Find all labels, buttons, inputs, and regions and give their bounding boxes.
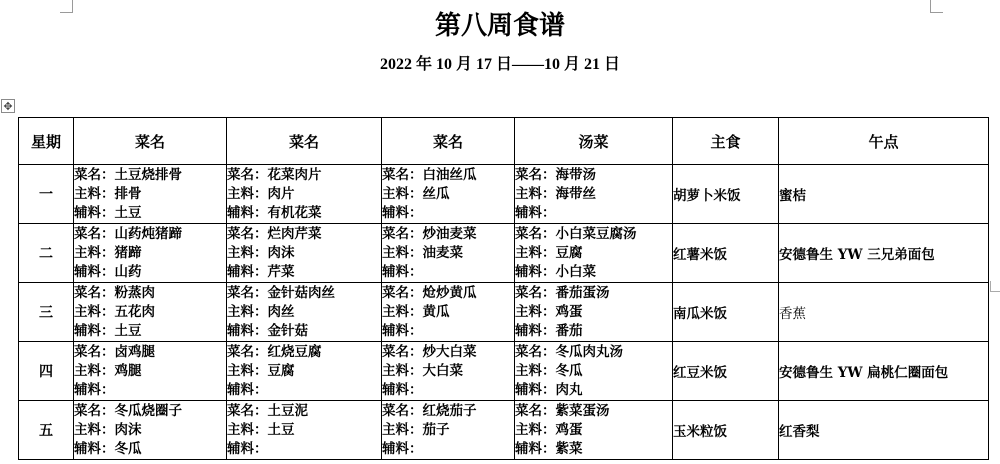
table-row: [19, 283, 989, 342]
dish-aux-ingredient: 辅料：: [382, 263, 423, 280]
dish-name: 菜名：炒大白菜: [382, 343, 477, 360]
soup-cell: [515, 165, 673, 224]
weekday-cell: 二: [19, 224, 74, 283]
dish-name: 菜名：金针菇肉丝: [227, 284, 335, 301]
snack-cell: 安德鲁生 YW 三兄弟面包: [779, 224, 989, 283]
dish-main-ingredient: 主料：鸡腿: [74, 362, 142, 379]
dish-main-ingredient: 主料：猪蹄: [74, 244, 142, 261]
dish-cell: [227, 342, 382, 401]
dish-main-ingredient: 主料：大白菜: [382, 362, 463, 379]
header-snack: 午点: [779, 118, 989, 165]
header-dish-1: 菜名: [74, 118, 227, 165]
dish-aux-ingredient: 辅料：: [74, 381, 115, 398]
weekday-cell: 三: [19, 283, 74, 342]
dish-name: 菜名：红烧豆腐: [227, 343, 322, 360]
dish-aux-ingredient: 辅料：番茄: [515, 322, 583, 339]
dish-name: 菜名：红烧茄子: [382, 402, 477, 419]
dish-name: 菜名：海带汤: [515, 166, 596, 183]
weekday-cell: 五: [19, 401, 74, 460]
soup-cell: [515, 283, 673, 342]
dish-name: 菜名：炒油麦菜: [382, 225, 477, 242]
weekday-cell: 四: [19, 342, 74, 401]
dish-aux-ingredient: 辅料：冬瓜: [74, 440, 142, 457]
dish-cell: [227, 165, 382, 224]
dish-main-ingredient: 主料：肉丝: [227, 303, 295, 320]
staple-cell: 玉米粒饭: [673, 401, 779, 460]
dish-aux-ingredient: 辅料：: [515, 204, 556, 221]
dish-aux-ingredient: 辅料：芹菜: [227, 263, 295, 280]
dish-name: 菜名：卤鸡腿: [74, 343, 155, 360]
dish-main-ingredient: 主料：冬瓜: [515, 362, 583, 379]
dish-main-ingredient: 主料：肉沫: [227, 244, 295, 261]
margin-mark: [990, 281, 1000, 292]
header-soup: 汤菜: [515, 118, 673, 165]
staple-cell: 红薯米饭: [673, 224, 779, 283]
dish-cell: [227, 224, 382, 283]
dish-name: 菜名：花菜肉片: [227, 166, 322, 183]
dish-cell: [74, 224, 227, 283]
dish-aux-ingredient: 辅料：小白菜: [515, 263, 596, 280]
snack-cell: 蜜桔: [779, 165, 989, 224]
dish-main-ingredient: 主料：油麦菜: [382, 244, 463, 261]
dish-main-ingredient: 主料：海带丝: [515, 185, 596, 202]
dish-name: 菜名：冬瓜烧圈子: [74, 402, 182, 419]
header-staple: 主食: [673, 118, 779, 165]
dish-main-ingredient: 主料：肉片: [227, 185, 295, 202]
dish-aux-ingredient: 辅料：肉丸: [515, 381, 583, 398]
dish-main-ingredient: 主料：鸡蛋: [515, 303, 583, 320]
dish-main-ingredient: 主料：五花肉: [74, 303, 155, 320]
dish-name: 菜名：山药炖猪蹄: [74, 225, 182, 242]
dish-cell: [382, 224, 515, 283]
dish-main-ingredient: 主料：鸡蛋: [515, 421, 583, 438]
dish-main-ingredient: 主料：排骨: [74, 185, 142, 202]
dish-name: 菜名：粉蒸肉: [74, 284, 155, 301]
dish-cell: [74, 342, 227, 401]
dish-name: 菜名：冬瓜肉丸汤: [515, 343, 623, 360]
header-dish-3: 菜名: [382, 118, 515, 165]
dish-aux-ingredient: 辅料：: [382, 322, 423, 339]
dish-name: 菜名：炝炒黄瓜: [382, 284, 477, 301]
staple-cell: 胡萝卜米饭: [673, 165, 779, 224]
dish-main-ingredient: 主料：肉沫: [74, 421, 142, 438]
snack-cell: 香蕉: [779, 283, 989, 342]
weekday-cell: 一: [19, 165, 74, 224]
dish-aux-ingredient: 辅料：土豆: [74, 204, 142, 221]
dish-aux-ingredient: 辅料：有机花菜: [227, 204, 322, 221]
dish-name: 菜名：小白菜豆腐汤: [515, 225, 637, 242]
soup-cell: [515, 342, 673, 401]
dish-cell: [74, 283, 227, 342]
dish-cell: [227, 283, 382, 342]
dish-cell: [382, 342, 515, 401]
menu-table: [18, 117, 989, 460]
dish-cell: [74, 401, 227, 460]
dish-name: 菜名：土豆烧排骨: [74, 166, 182, 183]
dish-aux-ingredient: 辅料：: [227, 381, 268, 398]
dish-main-ingredient: 主料：丝瓜: [382, 185, 450, 202]
soup-cell: [515, 224, 673, 283]
dish-cell: [382, 283, 515, 342]
dish-cell: [382, 401, 515, 460]
table-row: [19, 224, 989, 283]
dish-aux-ingredient: 辅料：: [227, 440, 268, 457]
dish-aux-ingredient: 辅料：: [382, 440, 423, 457]
dish-name: 菜名：土豆泥: [227, 402, 308, 419]
staple-cell: 南瓜米饭: [673, 283, 779, 342]
dish-aux-ingredient: 辅料：金针菇: [227, 322, 308, 339]
dish-aux-ingredient: 辅料：紫菜: [515, 440, 583, 457]
soup-cell: [515, 401, 673, 460]
dish-name: 菜名：白油丝瓜: [382, 166, 477, 183]
dish-main-ingredient: 主料：土豆: [227, 421, 295, 438]
dish-main-ingredient: 主料：黄瓜: [382, 303, 450, 320]
header-weekday: 星期: [19, 118, 74, 165]
dish-main-ingredient: 主料：茄子: [382, 421, 450, 438]
dish-cell: [382, 165, 515, 224]
dish-aux-ingredient: 辅料：: [382, 381, 423, 398]
dish-aux-ingredient: 辅料：土豆: [74, 322, 142, 339]
table-row: [19, 342, 989, 401]
table-move-handle-icon[interactable]: ✥: [1, 99, 15, 113]
dish-name: 菜名：烂肉芹菜: [227, 225, 322, 242]
table-row: [19, 165, 989, 224]
snack-cell: 安德鲁生 YW 扁桃仁圈面包: [779, 342, 989, 401]
staple-cell: 红豆米饭: [673, 342, 779, 401]
table-header-row: [19, 118, 989, 165]
page-title: 第八周食谱: [434, 11, 565, 41]
dish-name: 菜名：紫菜蛋汤: [515, 402, 610, 419]
dish-name: 菜名：番茄蛋汤: [515, 284, 610, 301]
snack-cell: 红香梨: [779, 401, 989, 460]
dish-main-ingredient: 主料：豆腐: [227, 362, 295, 379]
dish-cell: [227, 401, 382, 460]
date-range: 2022 年 10 月 17 日——10 月 21 日: [379, 56, 620, 73]
dish-aux-ingredient: 辅料：山药: [74, 263, 142, 280]
dish-cell: [74, 165, 227, 224]
header-dish-2: 菜名: [227, 118, 382, 165]
dish-main-ingredient: 主料：豆腐: [515, 244, 583, 261]
dish-aux-ingredient: 辅料：: [382, 204, 423, 221]
table-row: [19, 401, 989, 460]
